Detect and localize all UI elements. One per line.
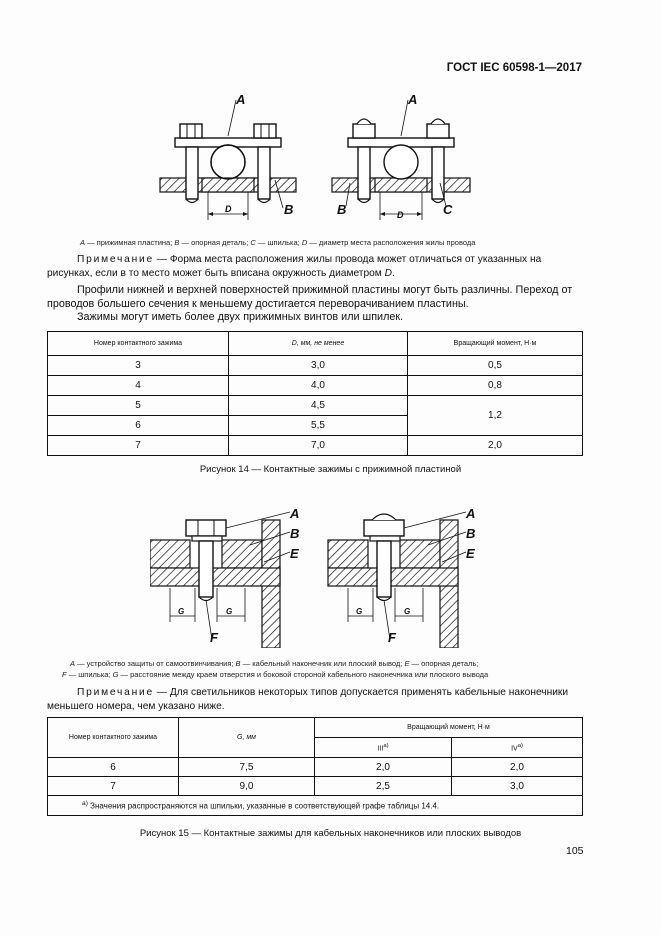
table15-subheader-iv: IV$^{a)}$ — [452, 738, 583, 758]
document-header: ГОСТ IEC 60598-1—2017 — [446, 62, 582, 74]
figure14-label-d-right: D — [397, 210, 404, 220]
figure15-label-f-left: F — [210, 630, 218, 645]
figure14-table — [47, 331, 583, 456]
page-number: 105 — [566, 845, 584, 857]
figure14-note: Примечание — Форма места расположения жилы провода может отличаться от указанных на рисунках, если в то место может быть вписана окружность диаметром D. — [47, 254, 542, 279]
figure14-label-b-left: B — [284, 202, 294, 217]
figure14-left-assembly — [160, 100, 296, 220]
figure15-legend-line1: A — устройство защиты от самоотвинчивания; B — кабельный наконечник или плоский вывод; E — опорная деталь; — [70, 659, 479, 668]
figure14-label-c: C — [443, 202, 453, 217]
table-row: 3 3,0 0,5 — [48, 356, 583, 376]
table15-header-terminal-number: Номер контактного зажима — [48, 718, 179, 758]
figure15-label-g-right-2: G — [404, 607, 411, 616]
figure15-caption: Рисунок 15 — Контактные зажимы для кабельных наконечников или плоских выводов — [139, 828, 522, 839]
figure15-left-assembly — [150, 512, 290, 648]
figure15-label-g-left-1: G — [178, 607, 185, 616]
figure15-label-g-left-2: G — [226, 607, 233, 616]
figure15-drawing — [150, 500, 480, 648]
figure14-drawing — [150, 88, 480, 230]
figure15-label-a-right: A — [466, 506, 476, 521]
table14-header-torque: Вращающий момент, Н·м — [408, 332, 583, 356]
figure14-label-d-left: D — [225, 204, 232, 214]
table-row: 6 7,5 2,0 2,0 — [48, 758, 583, 777]
figure15-label-a-left: A — [290, 506, 300, 521]
figure15-label-g-right-1: G — [356, 607, 363, 616]
figure15-label-f-right: F — [388, 630, 396, 645]
table-row: 5 4,5 1,2 — [48, 396, 583, 416]
table15-subheader-iii: III$^{a)}$ — [315, 738, 452, 758]
table-row: 7 9,0 2,5 3,0 — [48, 777, 583, 796]
figure15-right-assembly — [328, 512, 466, 648]
table14-header-terminal-number: Номер контактного зажима — [48, 332, 229, 356]
figure15-label-e-left: E — [290, 546, 299, 561]
figure15-label-b-left: B — [290, 526, 300, 541]
figure14-label-b-right: B — [337, 202, 347, 217]
table-row: 6 5,5 — [48, 416, 583, 436]
figure15-label-b-right: B — [466, 526, 476, 541]
figure15-legend-line2: F — шпилька; G — расстояние между краем отверстия и боковой стороной кабельного наконечника или плоского вывода — [62, 670, 489, 679]
figure14-paragraph-screws: Зажимы могут иметь более двух прижимных винтов или шпилек. — [77, 311, 404, 323]
figure14-legend: A — прижимная пластина; B — опорная деталь; C — шпилька; D — диаметр места расположения жилы провода — [80, 238, 476, 247]
table14-header-diameter: D, мм, не менее — [229, 332, 408, 356]
figure14-label-a-left: A — [236, 92, 246, 107]
table-row: 7 7,0 2,0 — [48, 436, 583, 456]
figure15-label-e-right: E — [466, 546, 475, 561]
figure15-note: Примечание — Для светильников некоторых типов допускается применять кабельные наконечники меньшего номера, чем указано ниже. — [47, 687, 569, 712]
table-row: 4 4,0 0,8 — [48, 376, 583, 396]
figure14-caption: Рисунок 14 — Контактные зажимы с прижимной пластиной — [199, 464, 462, 475]
table15-header-torque: Вращающий момент, Н·м — [315, 718, 583, 738]
figure14-label-a-right: A — [408, 92, 418, 107]
figure15-table — [47, 717, 583, 816]
figure14-paragraph-profiles: Профили нижней и верхней поверхностей прижимной пластины могут быть различны. Переход от проводов большего сечения к меньшему достигается переворачиванием пластины. — [47, 284, 573, 310]
table15-header-g: G, мм — [179, 718, 315, 758]
table15-footnote: $^{a)}$ Значения распространяются на шпильки, указанные в соответствующей графе таблицы 14.4. — [48, 796, 583, 816]
